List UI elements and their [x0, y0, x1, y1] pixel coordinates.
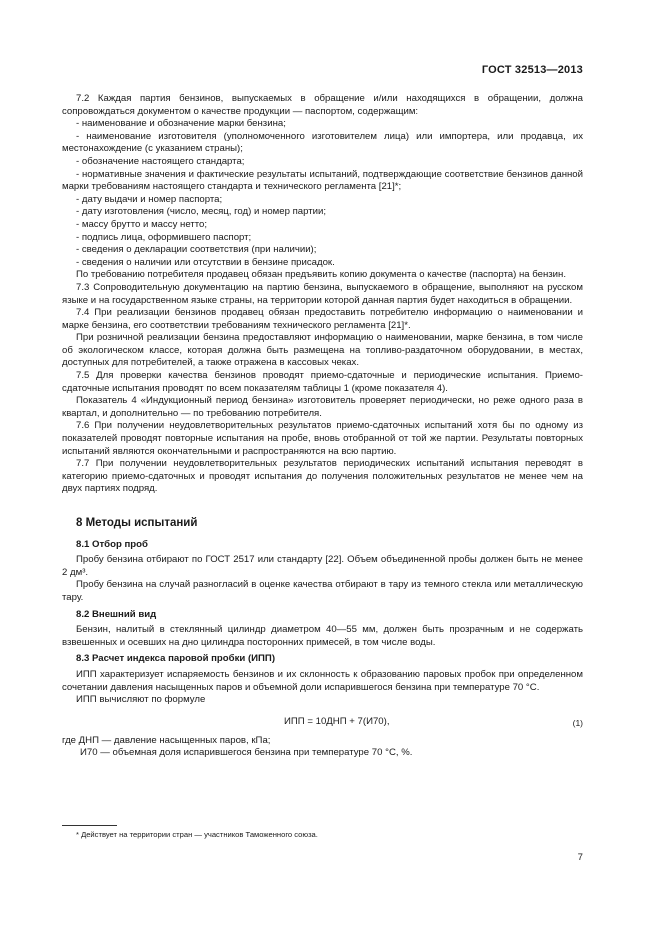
paragraph-7-6: 7.6 При получении неудовлетворительных результатов приемо-сдаточных испытаний хотя бы по одному из показателей проводят повторные испытания на пробе, вновь отобранной от той же партии. Результаты повторных испытаний являются окончательными и распространяются на всю партию.	[62, 420, 583, 457]
paragraph-7-2-buyer: По требованию потребителя продавец обязан предъявить копию документа о качестве (паспорта) на бензин.	[76, 269, 567, 281]
paragraph-8-1-2: Пробу бензина на случай разногласий в оценке качества отбирают в тару из темного стекла или металлическую тару.	[62, 579, 583, 603]
list-item: - наименование изготовителя (уполномоченного изготовителем лица) или импортера, или продавца, их местонахождение (с указанием страны);	[62, 130, 583, 155]
list-item: - нормативные значения и фактические результаты испытаний, подтверждающие соответствие бензинов данной марки требованиям настоящего стандарта и технического регламента [21]*;	[62, 168, 583, 193]
paragraph-8-3-2: ИПП вычисляют по формуле	[76, 694, 206, 706]
subsection-8-2-heading: 8.2 Внешний вид	[76, 608, 157, 620]
list-item: - массу брутто и массу нетто;	[76, 218, 208, 230]
paragraph-7-4: 7.4 При реализации бензинов продавец обязан предоставить потребителю информацию о наименовании и марке бензина, его соответствии требованиям технического регламента [21]*.	[62, 307, 583, 331]
paragraph-8-2-1: Бензин, налитый в стеклянный цилиндр диаметром 40—55 мм, должен быть прозрачным и не содержать взвешенных и осевших на дно цилиндра посторонних примесей, в том числе воды.	[62, 624, 583, 648]
paragraph-8-3-1: ИПП характеризует испаряемость бензинов и их склонность к образованию паровых пробок при определенном сочетании давления насыщенных паров и объемной доли испарившегося бензина при температуре 70 °С.	[62, 668, 583, 693]
section-8-heading: 8 Методы испытаний	[76, 517, 198, 529]
list-item: - сведения о декларации соответствия (при наличии);	[76, 244, 317, 256]
formula-expression: ИПП = 10ДНП + 7(И70),	[284, 715, 390, 727]
paragraph-8-1-1: Пробу бензина отбирают по ГОСТ 2517 или стандарту [22]. Объем объединенной пробы должен быть не менее 2 дм³.	[62, 554, 583, 578]
paragraph-7-5-induction: Показатель 4 «Индукционный период бензина» изготовитель проверяет периодически, но реже одного раза в квартал, и дополнительно — по требованию потребителя.	[62, 395, 583, 419]
list-item: - сведения о наличии или отсутствии в бензине присадок.	[76, 256, 335, 268]
paragraph-7-4-retail: При розничной реализации бензина предоставляют информацию о наименовании, марке бензина, в том числе об экологическом классе, которая должна быть размещена на топливо-раздаточном оборудовании, в местах, доступных для потребителей, а также отражена в кассовых чеках.	[62, 332, 583, 369]
formula-1	[62, 711, 583, 733]
paragraph-7-5: 7.5 Для проверки качества бензинов проводят приемо-сдаточные и периодические испытания. Приемо-сдаточные испытания проводят по всем показателям таблицы 1 (кроме показателя 4).	[62, 370, 583, 394]
list-item: - наименование и обозначение марки бензина;	[76, 118, 286, 130]
formula-number: (1)	[572, 717, 583, 728]
footnote: * Действует на территории стран — участников Таможенного союза.	[76, 830, 318, 839]
list-item: - подпись лица, оформившего паспорт;	[76, 231, 252, 243]
doc-code-header: ГОСТ 32513—2013	[481, 64, 583, 76]
paragraph-7-3: 7.3 Сопроводительную документацию на партию бензина, выпускаемого в обращение, выполняют на русском языке и на государственном языке страны, на территории которой данная партия будет находиться в обращении.	[62, 281, 583, 306]
list-item: - дату выдачи и номер паспорта;	[76, 193, 223, 205]
subsection-8-3-heading: 8.3 Расчет индекса паровой пробки (ИПП)	[76, 653, 276, 665]
paragraph-7-2: 7.2 Каждая партия бензинов, выпускаемых в обращение и/или находящихся в обращении, должна сопровождаться документом о качестве продукции — паспортом, содержащим:	[62, 93, 583, 117]
document-body	[62, 93, 583, 760]
where-dnp: где ДНП — давление насыщенных паров, кПа;	[62, 734, 271, 746]
page-number: 7	[577, 852, 583, 863]
list-item: - дату изготовления (число, месяц, год) и номер партии;	[76, 206, 327, 218]
paragraph-7-7: 7.7 При получении неудовлетворительных результатов периодических испытаний испытания переводят в категорию приемо-сдаточных и проводят испытания до получения положительных результатов не менее чем на двух партиях подряд.	[62, 458, 583, 495]
list-item: - обозначение настоящего стандарта;	[76, 155, 245, 167]
footnote-divider	[62, 825, 117, 826]
subsection-8-1-heading: 8.1 Отбор проб	[76, 538, 148, 550]
where-i70: И70 — объемная доля испарившегося бензина при температуре 70 °С, %.	[80, 747, 413, 759]
